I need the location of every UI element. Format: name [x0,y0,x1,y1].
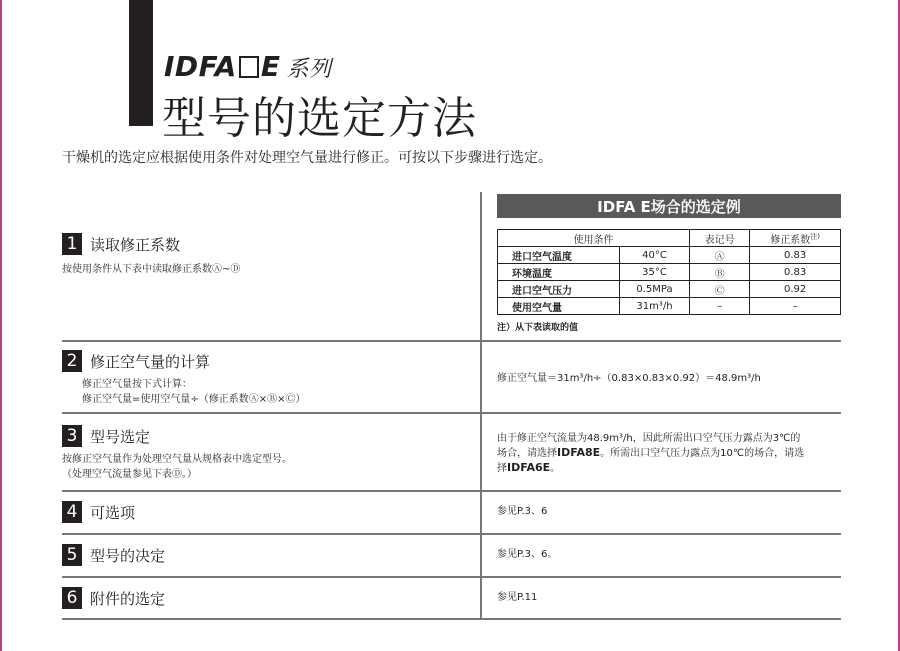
step-3-example-line-2 [497,446,842,461]
text-fragment: 场合，请选择 [497,448,557,459]
row-divider-2 [62,412,841,414]
condition-name: 环境温度 [498,264,620,281]
row-divider-4 [62,533,841,535]
intro-text: 干燥机的选定应根据使用条件对处理空气量进行修正。可按以下步骤进行选定。 [62,150,552,166]
factor-header-note: 注) [810,232,820,241]
step-2-example-formula: 修正空气量＝31m³/h÷（0.83×0.83×0.92）＝48.9m³/h [497,373,761,384]
step-5-reference: 参见P.3、6。 [497,549,558,560]
step-2-desc-line-1: 修正空气量按下式计算： [82,379,192,390]
row-divider-5 [62,576,841,578]
step-6-reference: 参见P.11 [497,592,538,603]
table-symbol: Ⓒ [689,281,749,298]
model-placeholder-box [239,56,259,78]
table-symbol: Ⓑ [689,264,749,281]
column-header-symbol: 表记号 [689,230,749,247]
step-4-heading [62,501,135,523]
example-table-header-row [498,230,841,247]
step-label: 可选项 [90,503,136,522]
step-number: 4 [62,501,82,523]
condition-value: 0.5MPa [620,281,690,298]
series-heading [164,50,332,83]
step-number: 1 [62,233,82,255]
series-suffix: E [260,50,281,83]
step-label: 型号选定 [90,427,151,446]
step-1-description: 按使用条件从下表中读取修正系数Ⓐ~Ⓓ [62,264,241,275]
step-label: 附件的选定 [90,589,166,608]
table-symbol: – [689,298,749,315]
step-3-desc-line-2: （处理空气流量参见下表Ⓓ。） [62,469,197,480]
text-fragment: 。 [550,463,561,474]
row-divider-3 [62,490,841,492]
step-3-example-line-1: 由于修正空气流量为48.9m³/h，因此所需出口空气压力露点为3℃的 [497,433,801,444]
left-edge-line [0,0,2,651]
correction-factor: 0.83 [750,247,841,264]
text-fragment: 择 [497,463,507,474]
condition-name: 进口空气压力 [498,281,620,298]
step-label: 修正空气量的计算 [90,352,211,371]
table-row [498,247,841,264]
step-3-example-line-3 [497,461,842,476]
page-title: 型号的选定方法 [162,93,477,144]
step-2-description [82,377,306,407]
text-fragment: 。所需出口空气压力露点为10℃的场合，请选 [600,448,805,459]
title-accent-bar [129,0,153,126]
table-row [498,298,841,315]
step-6-heading [62,587,165,609]
example-table [497,229,841,315]
step-4-reference: 参见P.3、6 [497,506,548,517]
table-note: 注）从下表读取的值 [497,323,579,333]
step-number: 2 [62,350,82,372]
step-5-heading [62,544,165,566]
condition-name: 使用空气量 [498,298,620,315]
condition-name: 进口空气温度 [498,247,620,264]
step-number: 6 [62,587,82,609]
correction-factor: 0.92 [750,281,841,298]
table-row [498,281,841,298]
row-divider-1 [62,340,841,342]
step-number: 5 [62,544,82,566]
step-label: 型号的决定 [90,546,166,565]
step-label: 读取修正系数 [90,235,181,254]
series-word: 系列 [286,57,332,82]
model-idfa8e: IDFA8E [557,446,601,459]
factor-header-label: 修正系数 [770,234,811,246]
correction-factor: 0.83 [750,264,841,281]
column-header-conditions: 使用条件 [498,230,690,247]
column-header-factor [750,230,841,247]
step-3-desc-line-1: 按修正空气量作为处理空气量从规格表中选定型号。 [62,454,292,465]
step-1-heading [62,233,180,255]
correction-factor: – [750,298,841,315]
step-2-desc-line-2: 修正空气量=使用空气量÷（修正系数Ⓐ×Ⓑ×Ⓒ） [82,394,306,405]
table-row [498,264,841,281]
row-divider-6 [62,618,841,620]
model-idfa6e: IDFA6E [507,461,551,474]
step-3-description [62,452,292,482]
condition-value: 31m³/h [620,298,690,315]
table-symbol: Ⓐ [689,247,749,264]
series-prefix: IDFA [164,50,237,83]
column-divider [480,192,482,619]
condition-value: 40°C [620,247,690,264]
example-header: IDFA E场合的选定例 [497,194,841,218]
condition-value: 35°C [620,264,690,281]
step-3-heading [62,425,150,447]
step-3-example-text [497,432,842,476]
step-number: 3 [62,425,82,447]
step-2-heading [62,350,210,372]
